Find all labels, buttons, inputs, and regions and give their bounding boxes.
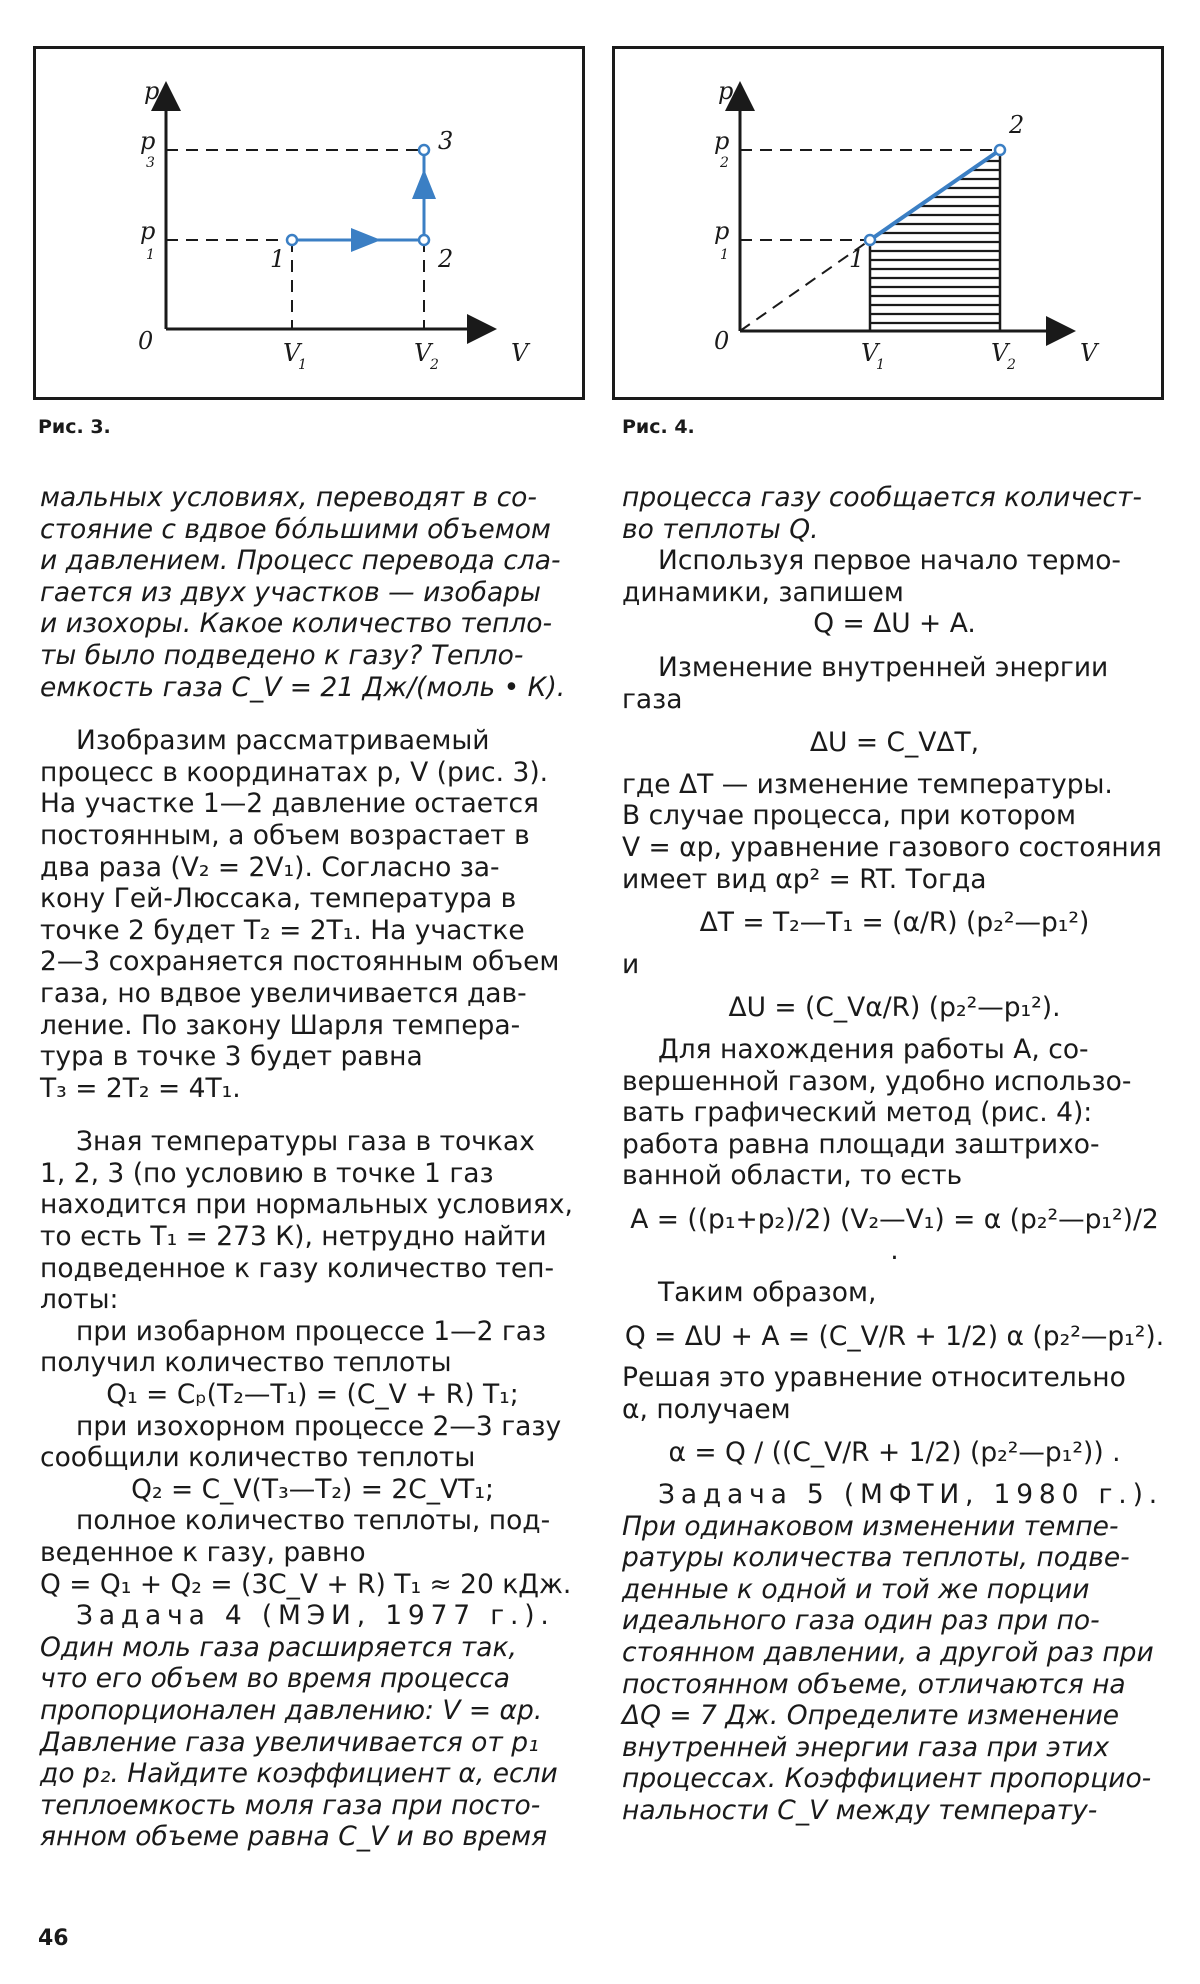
text-line: стояние с вдвое бóльшими объемом <box>40 513 551 545</box>
text-line: и изохоры. Какое количество тепло- <box>40 608 553 640</box>
text-line: постоянном объеме, отличаются на <box>622 1668 1126 1700</box>
text-line: процессах. Коэффициент пропорцио- <box>622 1763 1152 1795</box>
text-line: сообщили количество теплоты <box>40 1442 476 1474</box>
text-line: В случае процесса, при котором <box>622 800 1077 832</box>
v-axis-label: V <box>1080 339 1098 367</box>
text-line: емкость газа C_V = 21 Дж/(моль • К). <box>40 671 566 703</box>
p-axis-label: p <box>144 77 160 105</box>
p3-subscript: 3 <box>146 155 155 171</box>
text-line: во теплоты Q. <box>622 513 819 545</box>
text-line: что его объем во время процесса <box>40 1663 511 1695</box>
figure-3-plot <box>36 49 582 397</box>
equation: Q = ΔU + A. <box>813 608 976 640</box>
text-line: пропорционален давлению: V = αp. <box>40 1694 543 1726</box>
text-line: ление. По закону Шарля темпера- <box>40 1009 521 1041</box>
text-line: веденное к газу, равно <box>40 1537 366 1568</box>
text-line: получил количество теплоты <box>40 1347 452 1379</box>
text-line: ратуры количества теплоты, подве- <box>622 1542 1130 1574</box>
equation: α = Q / ((C_V/R + 1/2) (p₂²—p₁²)) . <box>668 1437 1121 1469</box>
origin-label: 0 <box>138 327 154 355</box>
text-line: то есть T₁ = 273 К), нетрудно найти <box>40 1221 547 1253</box>
text-line: α, получаем <box>622 1393 791 1425</box>
task-5-heading: Задача 5 (МФТИ, 1980 г.). <box>658 1479 1163 1511</box>
text-line: гается из двух участков — изобары <box>40 576 541 608</box>
text-line: два раза (V₂ = 2V₁). Согласно за- <box>40 851 500 883</box>
equation: ΔU = C_VΔT, <box>809 727 980 759</box>
equation: Q₂ = C_V(T₃—T₂) = 2C_VT₁; <box>131 1473 494 1505</box>
text-line: мальных условиях, переводят в со- <box>40 482 537 513</box>
text-line: ты было подведено к газу? Тепло- <box>40 639 524 671</box>
origin-label: 0 <box>714 327 730 355</box>
text-line: имеет вид αp² = RT. Тогда <box>622 863 987 895</box>
equation: ΔU = (C_Vα/R) (p₂²—p₁²). <box>728 992 1061 1024</box>
text-line: кону Гей-Люссака, температура в <box>40 883 517 915</box>
point-3 <box>419 145 429 155</box>
text-line: процесс в координатах p, V (рис. 3). <box>40 756 549 788</box>
task-4-heading: Задача 4 (МЭИ, 1977 г.). <box>76 1600 555 1632</box>
text-line: денные к одной и той же порции <box>622 1573 1090 1605</box>
text-line: V = αp, уравнение газового состояния <box>622 831 1162 863</box>
p1-label: p <box>714 217 730 245</box>
text-line: внутренней энергии газа при этих <box>622 1731 1110 1763</box>
text-line: тура в точке 3 будет равна <box>40 1041 423 1073</box>
text-line: работа равна площади заштрихо- <box>622 1128 1100 1160</box>
right-column <box>622 482 1167 1827</box>
point-2 <box>419 235 429 245</box>
equation: Q = Q₁ + Q₂ = (3C_V + R) T₁ ≈ 20 кДж. <box>40 1568 572 1600</box>
p1-label: p <box>140 217 156 245</box>
text-line: Таким образом, <box>658 1277 877 1309</box>
v2-label: V <box>991 339 1009 367</box>
p-axis-label: p <box>718 77 734 105</box>
v1-subscript: 1 <box>876 357 885 373</box>
figure-4-plot <box>615 49 1161 397</box>
v1-label: V <box>861 339 879 367</box>
text-line: до p₂. Найдите коэффициент α, если <box>40 1758 558 1790</box>
point-2-label: 2 <box>438 245 454 273</box>
text-line: ванной области, то есть <box>622 1160 963 1192</box>
text-line: газа <box>622 683 683 715</box>
text-line: нальности C_V между температу- <box>622 1794 1098 1826</box>
text-line: вать графический метод (рис. 4): <box>622 1097 1093 1129</box>
text-line: Один моль газа расширяется так, <box>40 1631 517 1663</box>
point-2-label: 2 <box>1009 111 1025 139</box>
text-line: находится при нормальных условиях, <box>40 1189 573 1221</box>
p2-label: p <box>714 127 730 155</box>
text-line: и <box>622 948 640 980</box>
p2-subscript: 2 <box>720 155 729 171</box>
p3-label: p <box>140 127 156 155</box>
figure-4-caption: Рис. 4. <box>622 416 695 438</box>
figure-3 <box>33 46 585 400</box>
page-number: 46 <box>38 1926 69 1951</box>
text-line: вершенной газом, удобно использо- <box>622 1065 1132 1097</box>
text-line: Для нахождения работы A, со- <box>658 1033 1089 1065</box>
text-line: постоянным, а объем возрастает в <box>40 819 530 851</box>
text-line: стоянном давлении, а другой раз при <box>622 1637 1154 1668</box>
point-1-label: 1 <box>849 245 865 273</box>
text-line: Зная температуры газа в точках <box>76 1126 535 1158</box>
v-axis-label: V <box>511 339 529 367</box>
figure-3-caption: Рис. 3. <box>38 416 111 438</box>
text-line: подведенное к газу количество теп- <box>40 1252 555 1284</box>
text-line: При одинаковом изменении темпе- <box>622 1510 1119 1542</box>
text-line: Давление газа увеличивается от p₁ <box>40 1726 539 1758</box>
v1-label: V <box>283 339 301 367</box>
text-line: Решая это уравнение относительно <box>622 1362 1126 1394</box>
point-2 <box>995 145 1005 155</box>
text-line: при изохорном процессе 2—3 газу <box>76 1410 562 1442</box>
text-line: полное количество теплоты, под- <box>76 1505 551 1537</box>
text-line: Изменение внутренней энергии <box>658 651 1109 683</box>
text-line: динамики, запишем <box>622 576 904 608</box>
v2-subscript: 2 <box>430 357 439 373</box>
text-line: теплоемкость моля газа при посто- <box>40 1789 541 1821</box>
text-line: точке 2 будет T₂ = 2T₁. На участке <box>40 914 525 946</box>
v1-subscript: 1 <box>298 357 307 373</box>
text-line: На участке 1—2 давление остается <box>40 788 539 820</box>
v2-subscript: 2 <box>1007 357 1016 373</box>
text-line: газа, но вдвое увеличивается дав- <box>40 977 527 1009</box>
point-1 <box>865 235 875 245</box>
text-line: T₃ = 2T₂ = 4T₁. <box>40 1072 241 1104</box>
text-line: при изобарном процессе 1—2 газ <box>76 1315 547 1347</box>
text-line: лоты: <box>40 1284 119 1316</box>
text-line: Изобразим рассматриваемый <box>76 725 490 757</box>
v2-label: V <box>414 339 432 367</box>
text-line: 2—3 сохраняется постоянным объем <box>40 946 560 978</box>
text-line: идеального газа один раз при по- <box>622 1605 1100 1637</box>
p1-subscript: 1 <box>146 247 155 263</box>
point-1-label: 1 <box>270 245 286 273</box>
equation: Q₁ = Cₚ(T₂—T₁) = (C_V + R) T₁; <box>106 1379 519 1411</box>
left-column <box>40 482 585 1853</box>
figure-4 <box>612 46 1164 400</box>
text-line: 1, 2, 3 (по условию в точке 1 газ <box>40 1157 494 1189</box>
text-line: где ΔT — изменение температуры. <box>622 768 1113 800</box>
text-line: и давлением. Процесс перевода сла- <box>40 545 561 577</box>
equation: ΔT = T₂—T₁ = (α/R) (p₂²—p₁²) <box>699 907 1090 939</box>
text-line: ΔQ = 7 Дж. Определите изменение <box>622 1700 1120 1732</box>
text-line: янном объеме равна C_V и во время <box>40 1821 548 1853</box>
text-line: процесса газу сообщается количест- <box>622 482 1142 513</box>
equation: Q = ΔU + A = (C_V/R + 1/2) α (p₂²—p₁²). <box>624 1320 1165 1352</box>
point-1 <box>287 235 297 245</box>
p1-subscript: 1 <box>720 247 729 263</box>
text-line: Используя первое начало термо- <box>658 545 1121 577</box>
point-3-label: 3 <box>438 127 454 155</box>
work-area-hatching <box>870 149 1001 331</box>
equation: A = ((p₁+p₂)/2) (V₂—V₁) = α (p₂²—p₁²)/2 . <box>630 1203 1159 1267</box>
